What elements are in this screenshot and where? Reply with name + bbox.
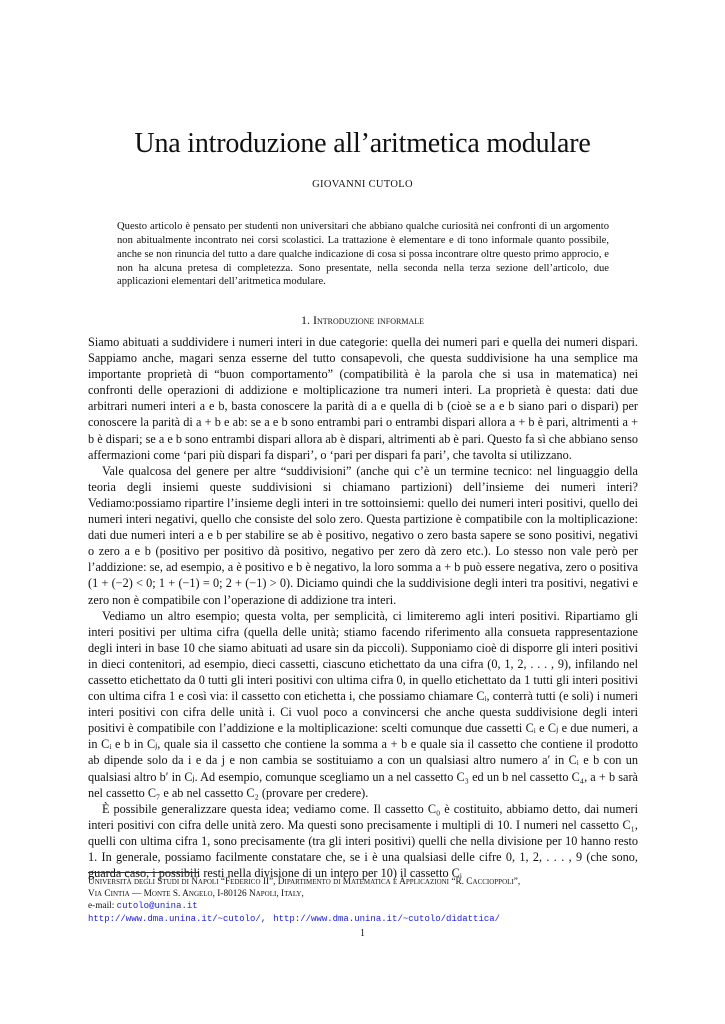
paragraph: Vale qualcosa del genere per altre “suddivisioni” (anche qui c’è un termine tecnico: nel linguaggio della teoria degli insiemi queste suddivisioni si chiamano partizioni) dell’insieme dei numeri interi? Vediamo:possiamo ripartire l’insieme degli interi in tre sottoinsiemi: quello dei numeri interi positivi, quello dei numeri interi negativi, quello che consiste del solo zero. Questa partizione è compatibile con la moltiplicazione: dati due numeri interi a e b per stabilire se ab è positivo, negativo o zero basta sapere se sono positivi, negativi o zero a e b (positivo per positivo dà positivo, negativo per zero dà zero etc.). Lo stesso non vale però per l’addizione: se, ad esempio, a è positivo e b è negativo, la loro somma a + b può essere negativa, zero o positiva (1 + (−2) < 0; 1 + (−1) = 0; 2 + (−1) > 0). Diciamo quindi che la suddivisione degli interi tra positivi, negativi e zero non è compatibile con l’operazione di addizione tra interi. [88, 463, 638, 607]
section-title: Introduzione informale [313, 313, 424, 327]
affiliation-line: Università degli Studi di Napoli “Federico II”, Dipartimento di Matematica e Applicazioni “R. Caccioppoli”, [88, 877, 521, 887]
author-name: GIOVANNI CUTOLO [312, 179, 413, 190]
page-number: 1 [360, 928, 365, 939]
homepage-link[interactable]: http://www.dma.unina.it/~cutolo/, [88, 913, 267, 924]
affiliation-line: Via Cintia — Monte S. Angelo, I-80126 Napoli, Italy, [88, 889, 304, 900]
paper-title: Una introduzione all’aritmetica modulare [134, 128, 591, 159]
footnote-rule [88, 872, 198, 873]
paragraph: Vediamo un altro esempio; questa volta, per semplicità, ci limiteremo agli interi positivi. Ripartiamo gli interi positivi per ultima cifra (quella delle unità; stiamo facendo riferimento alla consueta rappresentazione degli interi in base 10 che siamo abituati ad usare sin da piccoli). Supponiamo cioè di disporre gli interi positivi in dieci contenitori, ad esempio, dieci cassetti, ciascuno etichettato da una cifra (0, 1, 2, . . . , 9), infilando nel cassetto etichettato da 0 tutti gli interi positivi con ultima cifra 0, in quello etichettato da 1 tutti gli interi positivi con ultima cifra 1 e così via: il cassetto con etichetta i, che possiamo chiamare Cᵢ, conterrà tutti (e soli) i numeri interi positivi con cifra delle unità i. Ci vuol poco a convincersi che anche questa suddivisione degli interi positivi è compatibile con l’addizione e la moltiplicazione: scelti comunque due cassetti Cᵢ e Cⱼ e due numeri, a in Cᵢ e b in Cⱼ, quale sia il cassetto che contiene la somma a + b e quale sia il cassetto che contiene il prodotto ab dipende solo da i e da j e non cambia se sostituiamo a con un qualsiasi altro numero a′ in Cᵢ e b con un qualsiasi altro b′ in Cⱼ. Ad esempio, comunque scegliamo un a nel cassetto C₃ ed un b nel cassetto C₄, a + b sarà nel cassetto C₇ e ab nel cassetto C₂ (provare per credere). [88, 608, 638, 800]
email-line [88, 900, 638, 912]
section-number: 1. [301, 313, 310, 327]
body-text [88, 334, 638, 881]
email-link[interactable]: cutolo@unina.it [116, 901, 198, 912]
paragraph: Siamo abituati a suddividere i numeri interi in due categorie: quella dei numeri pari e quella dei numeri dispari. Sappiamo anche, magari senza esserne del tutto consapevoli, che questa suddivisione ha una semplice ma importante proprietà di “buon comportamento” (compatibilità è la parola che si usa in matematica) nei confronti delle operazioni di addizione e moltiplicazione tra numeri interi. La proprietà è questa: dati due arbitrari numeri interi a e b, basta conoscere la parità di a e quella di b (cioè se a e b siano pari o dispari) per conoscere la parità di a + b e ab: se a e b sono entrambi pari o entrambi dispari allora a + b è pari, altrimenti a + b è dispari; se a e b sono entrambi dispari allora ab è dispari, altrimenti ab è pari. Questo fa sì che abbiano senso affermazioni come ‘pari più dispari fa dispari’, o ‘pari per dispari fa pari’, che tavolta si utilizzano. [88, 335, 638, 462]
didattica-link[interactable]: http://www.dma.unina.it/~cutolo/didattica/ [273, 913, 501, 924]
email-label: e-mail: [88, 901, 115, 912]
section-heading [0, 313, 725, 328]
paragraph: È possibile generalizzare questa idea; vediamo come. Il cassetto C₀ è costituito, abbiamo detto, dai numeri interi positivi con cifra delle unità zero. Ma questi sono precisamente i multipli di 10. I numeri nel cassetto C₁, quelli con ultima cifra 1, sono precisamente (tra gli interi positivi) quelli che nella divisione per 10 hanno resto 1. In generale, possiamo facilmente constatare che, se i è una qualsiasi delle cifre 0, 1, 2, . . . , 9 (che sono, guarda caso, i possibili resti nella divisione di un intero per 10) il cassetto Cᵢ [88, 801, 638, 881]
abstract: Questo articolo è pensato per studenti non universitari che abbiano qualche curiosità nei confronti di un argomento non abitualmente incontrato nei corsi scolastici. La trattazione è elementare e di tono informale quanto possibile, anche se non rinuncia del tutto a dare qualche indicazione di cosa si possa incontrare oltre questo primo approcio, e non ha alcuna pretesa di completezza. Sono presentate, nella seconda nella terza sezione dell’articolo, due applicazioni elementari dell’aritmetica modulare. [117, 221, 609, 288]
footnote [88, 876, 638, 925]
url-line [88, 913, 638, 925]
